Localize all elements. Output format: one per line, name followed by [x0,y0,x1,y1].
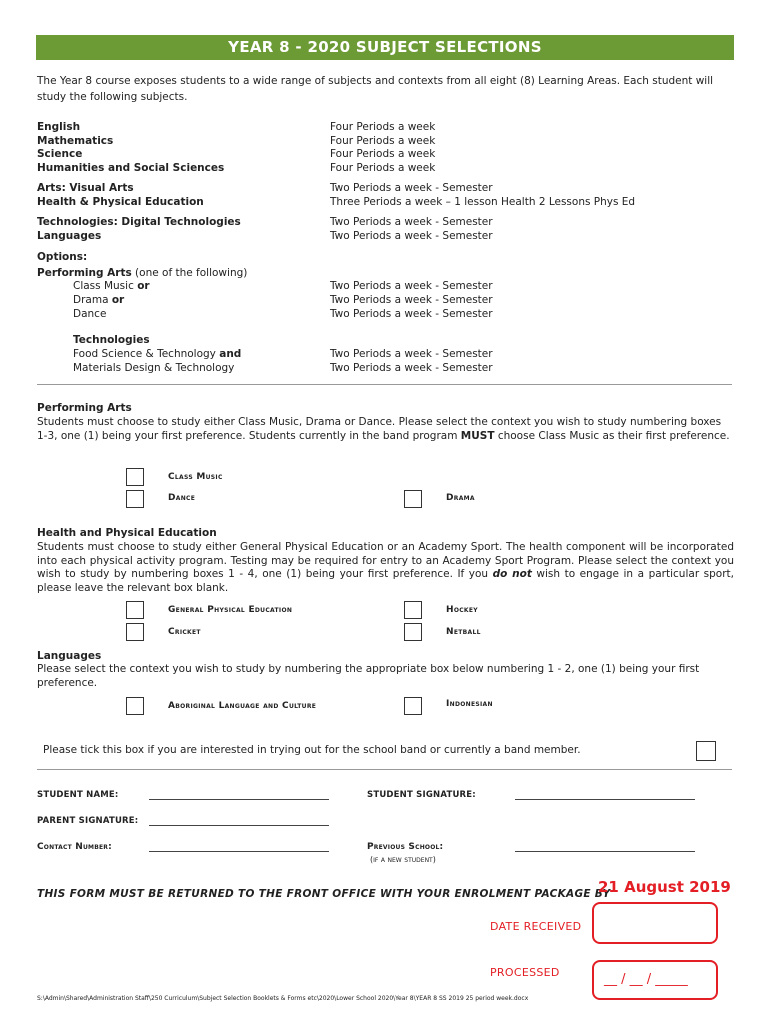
hpe-text: Students must choose to study either General Physical Education or an Academy Sport. The health component will be incorporated into each physical activity program. Testing may be required for entry to an Academy Sport Program. Please select the context you wish to study by numbering boxes 1 - 4, one (1) being your first preference. If you do not wish to engage in a particular sport, please leave the relevant box blank. [37,541,734,594]
technologies-heading: Technologies [73,334,150,346]
periods-languages: Two Periods a week - Semester [330,230,493,242]
hockey-label: Hockey [446,605,478,615]
previous-school-field[interactable] [515,851,695,852]
contact-number-label: Contact Number: [37,842,112,852]
options-heading: Options: [37,251,88,263]
performing-heading: Performing Arts [37,402,132,414]
subject-languages: Languages [37,230,102,242]
performing-text: Students must choose to study either Class Music, Drama or Dance. Please select the context you wish to study numbering boxes 1-3, one (1) being your first preference. Students currently in the band program MUST choose Class Music as their first preference. [37,416,730,442]
cricket-label: Cricket [168,627,201,637]
subject-hass: Humanities and Social Sciences [37,162,225,174]
class-music-label: Class Music [168,472,223,482]
aboriginal-language-checkbox[interactable] [126,697,144,715]
class-music-checkbox[interactable] [126,468,144,486]
cricket-checkbox[interactable] [126,623,144,641]
divider [37,384,732,385]
option-food-science: Food Science & Technology and [73,348,242,360]
student-name-field[interactable] [149,799,329,800]
indonesian-label: Indonesian [446,699,493,709]
drama-label: Drama [446,493,475,503]
subject-visual-arts: Arts: Visual Arts [37,182,134,194]
periods-class-music: Two Periods a week - Semester [330,280,493,292]
subject-science: Science [37,148,83,160]
page-title: YEAR 8 - 2020 SUBJECT SELECTIONS [36,35,734,60]
hockey-checkbox[interactable] [404,601,422,619]
option-materials-design: Materials Design & Technology [73,362,235,374]
hpe-heading: Health and Physical Education [37,527,217,539]
subject-hpe: Health & Physical Education [37,196,204,208]
periods-hpe: Three Periods a week – 1 lesson Health 2 Lessons Phys Ed [330,196,636,208]
parent-signature-label: PARENT SIGNATURE: [37,816,139,826]
periods-science: Four Periods a week [330,148,436,160]
languages-heading: Languages [37,650,102,662]
band-text: Please tick this box if you are interested in trying out for the school band or currently a band member. [43,744,581,756]
processed-label: PROCESSED [490,966,560,979]
general-pe-label: General Physical Education [168,605,293,615]
periods-materials-design: Two Periods a week - Semester [330,362,493,374]
periods-food-science: Two Periods a week - Semester [330,348,493,360]
option-drama: Drama or [73,294,125,306]
indonesian-checkbox[interactable] [404,697,422,715]
date-received-box [592,902,718,944]
due-date: 21 August 2019 [598,878,731,896]
file-path: S:\Admin\Shared\Administration Staff\250 Curriculum\Subject Selection Booklets & Forms etc\2020\Lower School 2020\Year 8\YEAR 8 SS 2019 25 period week.docx [37,995,529,1002]
student-signature-field[interactable] [515,799,695,800]
aboriginal-language-label: Aboriginal Language and Culture [168,701,317,711]
periods-drama: Two Periods a week - Semester [330,294,493,306]
contact-number-field[interactable] [149,851,329,852]
return-instruction: THIS FORM MUST BE RETURNED TO THE FRONT OFFICE WITH YOUR ENROLMENT PACKAGE BY [37,888,611,900]
band-checkbox[interactable] [696,741,716,761]
processed-date: __ / __ / _____ [604,972,688,987]
dance-label: Dance [168,493,196,503]
student-signature-label: STUDENT SIGNATURE: [367,790,476,800]
periods-hass: Four Periods a week [330,162,436,174]
subject-mathematics: Mathematics [37,135,114,147]
parent-signature-field[interactable] [149,825,329,826]
option-class-music: Class Music or [73,280,150,292]
divider [37,769,732,770]
periods-digital-tech: Two Periods a week - Semester [330,216,493,228]
intro-text: The Year 8 course exposes students to a wide range of subjects and contexts from all eight (8) Learning Areas. Each student will study the following subjects. [37,75,714,103]
subject-digital-tech: Technologies: Digital Technologies [37,216,241,228]
subject-english: English [37,121,81,133]
dance-checkbox[interactable] [126,490,144,508]
performing-options-heading: Performing Arts (one of the following) [37,267,248,279]
student-name-label: STUDENT NAME: [37,790,119,800]
previous-school-note: (if a new student) [370,855,436,864]
netball-label: Netball [446,627,481,637]
date-received-label: DATE RECEIVED [490,920,582,933]
languages-text: Please select the context you wish to study by numbering the appropriate box below numbering 1 - 2, one (1) being your first preference. [37,663,700,689]
netball-checkbox[interactable] [404,623,422,641]
general-pe-checkbox[interactable] [126,601,144,619]
option-dance: Dance [73,308,107,320]
periods-visual-arts: Two Periods a week - Semester [330,182,493,194]
periods-english: Four Periods a week [330,121,436,133]
periods-mathematics: Four Periods a week [330,135,436,147]
previous-school-label: Previous School: [367,842,444,852]
drama-checkbox[interactable] [404,490,422,508]
periods-dance: Two Periods a week - Semester [330,308,493,320]
